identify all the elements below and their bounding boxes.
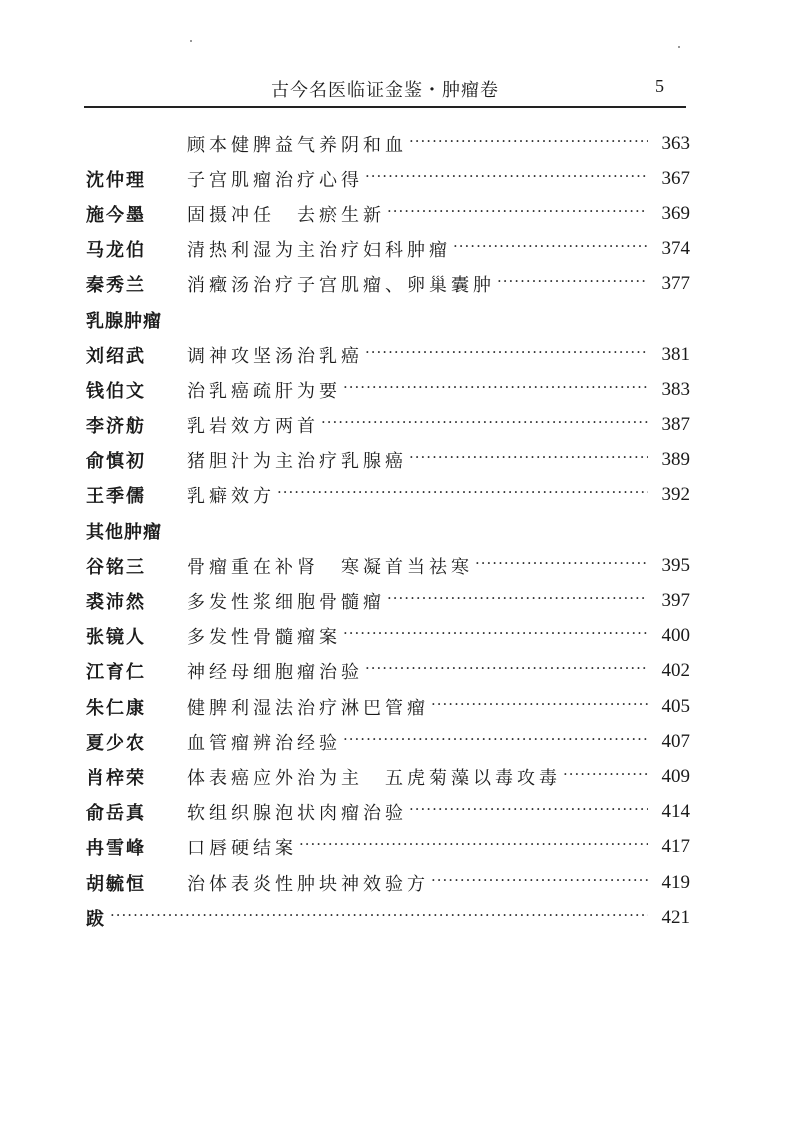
toc-author: 江育仁 xyxy=(86,662,146,684)
toc-entry-title: 血管瘤辨治经验 xyxy=(187,732,341,754)
toc-entry-title: 软组织腺泡状肉瘤治验 xyxy=(187,803,407,825)
toc-page-number: 377 xyxy=(661,273,690,295)
toc-entry xyxy=(86,161,690,196)
dot-leader xyxy=(409,448,648,466)
toc-page-number: 417 xyxy=(661,836,690,858)
toc-page-number: 387 xyxy=(661,414,690,436)
scan-speck xyxy=(190,40,192,42)
toc-entry xyxy=(86,689,690,724)
running-title: 古今名医临证金鉴・肿瘤卷 xyxy=(271,80,499,101)
toc-author: 肖梓荣 xyxy=(86,767,146,789)
dot-leader xyxy=(497,272,648,290)
toc-entry-title: 健脾利湿法治疗淋巴管瘤 xyxy=(187,697,429,719)
toc-author: 俞岳真 xyxy=(86,803,146,825)
scan-speck xyxy=(678,46,680,48)
toc-page-number: 363 xyxy=(661,132,690,154)
toc-entry-title: 猪胆汁为主治疗乳腺癌 xyxy=(187,451,407,473)
toc-entry-title: 多发性骨髓瘤案 xyxy=(187,627,341,649)
running-header xyxy=(84,74,686,108)
toc-entry-title: 口唇硬结案 xyxy=(187,838,297,860)
toc-entry xyxy=(86,408,690,443)
toc-page-number: 407 xyxy=(661,730,690,752)
toc-author: 李济舫 xyxy=(86,416,146,438)
toc-entry-title: 子宫肌瘤治疗心得 xyxy=(187,169,363,191)
toc-page-number: 389 xyxy=(661,449,690,471)
toc-author: 钱伯文 xyxy=(86,380,146,402)
toc-entry-title: 骨瘤重在补肾 寒凝首当祛寒 xyxy=(187,556,473,578)
toc-author: 马龙伯 xyxy=(86,240,146,262)
toc-page-number: 421 xyxy=(661,906,690,928)
dot-leader xyxy=(453,237,648,255)
dot-leader xyxy=(321,413,648,431)
toc-entry-title: 神经母细胞瘤治验 xyxy=(187,662,363,684)
toc-entry-title: 调神攻坚汤治乳癌 xyxy=(187,345,363,367)
toc-author: 王季儒 xyxy=(86,486,146,508)
toc-section-heading xyxy=(86,302,690,337)
toc-author: 胡毓恒 xyxy=(86,873,146,895)
toc-author: 冉雪峰 xyxy=(86,838,146,860)
toc-page-number: 400 xyxy=(661,625,690,647)
toc-entry xyxy=(86,478,690,513)
toc-entry xyxy=(86,232,690,267)
toc-entry xyxy=(86,759,690,794)
section-title: 乳腺肿瘤 xyxy=(86,310,162,332)
toc-author: 张镜人 xyxy=(86,627,146,649)
toc-page-number: 367 xyxy=(661,167,690,189)
dot-leader xyxy=(431,871,648,889)
page-number: 5 xyxy=(655,76,664,96)
toc-page-number: 381 xyxy=(661,343,690,365)
table-of-contents xyxy=(86,126,690,935)
toc-author: 俞慎初 xyxy=(86,451,146,473)
dot-leader xyxy=(409,132,648,150)
toc-entry xyxy=(86,267,690,302)
toc-page-number: 405 xyxy=(661,695,690,717)
dot-leader xyxy=(409,800,648,818)
dot-leader xyxy=(277,483,648,501)
toc-author: 沈仲理 xyxy=(86,169,146,191)
toc-author: 刘绍武 xyxy=(86,345,146,367)
dot-leader xyxy=(475,554,648,572)
toc-entry-title: 消癥汤治疗子宫肌瘤、卵巢囊肿 xyxy=(187,275,495,297)
toc-page-number: 419 xyxy=(661,871,690,893)
toc-entry-title: 固摄冲任 去瘀生新 xyxy=(187,204,385,226)
toc-author: 施今墨 xyxy=(86,204,146,226)
dot-leader xyxy=(387,202,648,220)
toc-entry xyxy=(86,619,690,654)
dot-leader xyxy=(365,167,648,185)
toc-author: 裘沛然 xyxy=(86,592,146,614)
dot-leader xyxy=(299,835,648,853)
dot-leader xyxy=(431,695,648,713)
dot-leader xyxy=(343,624,648,642)
toc-entry-title: 乳癖效方 xyxy=(187,486,275,508)
dot-leader xyxy=(343,378,648,396)
toc-entry-title: 清热利湿为主治疗妇科肿瘤 xyxy=(187,240,451,262)
toc-postscript-entry xyxy=(86,900,690,935)
toc-entry xyxy=(86,126,690,161)
toc-entry-title: 治体表炎性肿块神效验方 xyxy=(187,873,429,895)
dot-leader xyxy=(110,906,648,924)
toc-page-number: 409 xyxy=(661,765,690,787)
toc-entry xyxy=(86,830,690,865)
toc-entry-title: 治乳癌疏肝为要 xyxy=(187,380,341,402)
dot-leader xyxy=(343,730,648,748)
toc-entry-title: 乳岩效方两首 xyxy=(187,416,319,438)
toc-entry xyxy=(86,337,690,372)
dot-leader xyxy=(365,659,648,677)
toc-entry xyxy=(86,196,690,231)
dot-leader xyxy=(365,343,648,361)
toc-entry-title: 多发性浆细胞骨髓瘤 xyxy=(187,592,385,614)
toc-entry-title: 顾本健脾益气养阴和血 xyxy=(187,134,407,156)
toc-page-number: 414 xyxy=(661,801,690,823)
toc-author: 夏少农 xyxy=(86,732,146,754)
toc-author: 朱仁康 xyxy=(86,697,146,719)
toc-entry xyxy=(86,865,690,900)
toc-entry xyxy=(86,548,690,583)
toc-entry xyxy=(86,724,690,759)
dot-leader xyxy=(563,765,648,783)
toc-page-number: 395 xyxy=(661,554,690,576)
toc-section-heading xyxy=(86,513,690,548)
toc-page-number: 383 xyxy=(661,378,690,400)
toc-entry xyxy=(86,795,690,830)
toc-author: 秦秀兰 xyxy=(86,275,146,297)
toc-page-number: 392 xyxy=(661,484,690,506)
toc-entry xyxy=(86,443,690,478)
postscript-title: 跋 xyxy=(86,908,108,930)
toc-page-number: 374 xyxy=(661,238,690,260)
toc-author: 谷铭三 xyxy=(86,556,146,578)
dot-leader xyxy=(387,589,648,607)
toc-entry xyxy=(86,654,690,689)
toc-entry xyxy=(86,372,690,407)
section-title: 其他肿瘤 xyxy=(86,521,162,543)
toc-page-number: 397 xyxy=(661,590,690,612)
toc-page-number: 369 xyxy=(661,202,690,224)
toc-entry xyxy=(86,583,690,618)
toc-entry-title: 体表癌应外治为主 五虎菊藻以毒攻毒 xyxy=(187,767,561,789)
toc-page-number: 402 xyxy=(661,660,690,682)
